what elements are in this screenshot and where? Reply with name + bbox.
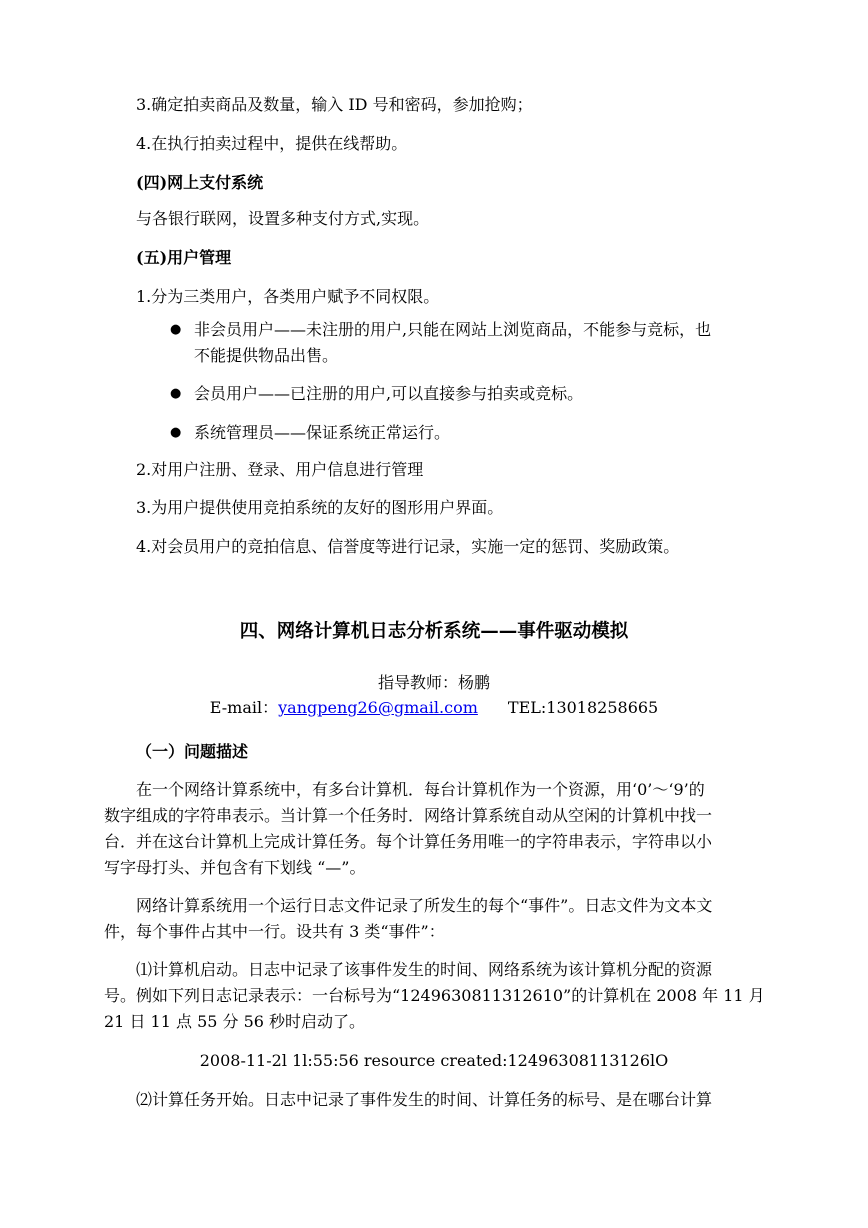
list-item: 4.对会员用户的竞拍信息、信誉度等进行记录，实施一定的惩罚、奖励政策。 [136,537,680,556]
paragraph-line: 件，每个事件占其中一行。设共有 3 类“事件”： [104,922,445,941]
paragraph-line: 21 日 11 点 55 分 56 秒时启动了。 [104,1012,366,1031]
paragraph-line: 网络计算系统用一个运行日志文件记录了所发生的每个“事件”。日志文件为文本文 [136,896,713,915]
chapter-title: 四、网络计算机日志分析系统——事件驱动模拟 [239,621,629,642]
paragraph-line: 在一个网络计算系统中，有多台计算机．每台计算机作为一个资源，用‘0’～‘9’的 [136,780,705,799]
bullet-text: 非会员用户——未注册的用户,只能在网站上浏览商品，不能参与竞标，也 [194,320,712,339]
list-item: 1.分为三类用户，各类用户赋予不同权限。 [136,287,440,306]
bullet-text: 不能提供物品出售。 [194,346,339,365]
tel-text: TEL:13018258665 [507,698,659,717]
log-example: 2008-11-2l 1l:55:56 resource created:12496308113126lO [199,1051,669,1070]
paragraph-line: ⑴计算机启动。日志中记录了该事件发生的时间、网络系统为该计算机分配的资源 [136,960,713,979]
list-item: 4.在执行拍卖过程中，提供在线帮助。 [136,134,408,153]
paragraph-line: 数字组成的字符串表示。当计算一个任务时．网络计算系统自动从空闲的计算机中找一 [104,806,713,825]
paragraph: 与各银行联网，设置多种支付方式,实现。 [136,209,430,228]
list-item: 3.为用户提供使用竞拍系统的友好的图形用户界面。 [136,498,504,517]
bullet-icon: ● [170,425,182,440]
paragraph-line: ⑵计算任务开始。日志中记录了事件发生的时间、计算任务的标号、是在哪台计算 [136,1090,713,1109]
paragraph-line: 台．并在这台计算机上完成计算任务。每个计算任务用唯一的字符串表示，字符串以小 [104,832,713,851]
paragraph-line: 写字母打头、并包含有下划线 “—”。 [104,858,366,877]
email-label: E-mail： [209,698,279,717]
bullet-text: 会员用户——已注册的用户,可以直接参与拍卖或竞标。 [194,384,584,403]
bullet-icon: ● [170,386,182,401]
contact-line [0,698,868,718]
advisor-line: 指导教师：杨鹏 [377,673,490,692]
paragraph-line: 号。例如下列日志记录表示：一台标号为“1249630811312610”的计算机在 2008 年 11 月 [104,986,765,1005]
section-heading: （一）问题描述 [136,742,249,761]
list-item: 2.对用户注册、登录、用户信息进行管理 [136,460,424,479]
list-item: 3.确定拍卖商品及数量，输入 ID 号和密码，参加抢购； [136,95,533,114]
bullet-icon: ● [170,322,182,337]
bullet-text: 系统管理员——保证系统正常运行。 [194,423,451,442]
section-heading: (四)网上支付系统 [136,173,264,192]
email-link[interactable]: yangpeng26@gmail.com [278,698,478,717]
section-heading: (五)用户管理 [136,248,232,267]
